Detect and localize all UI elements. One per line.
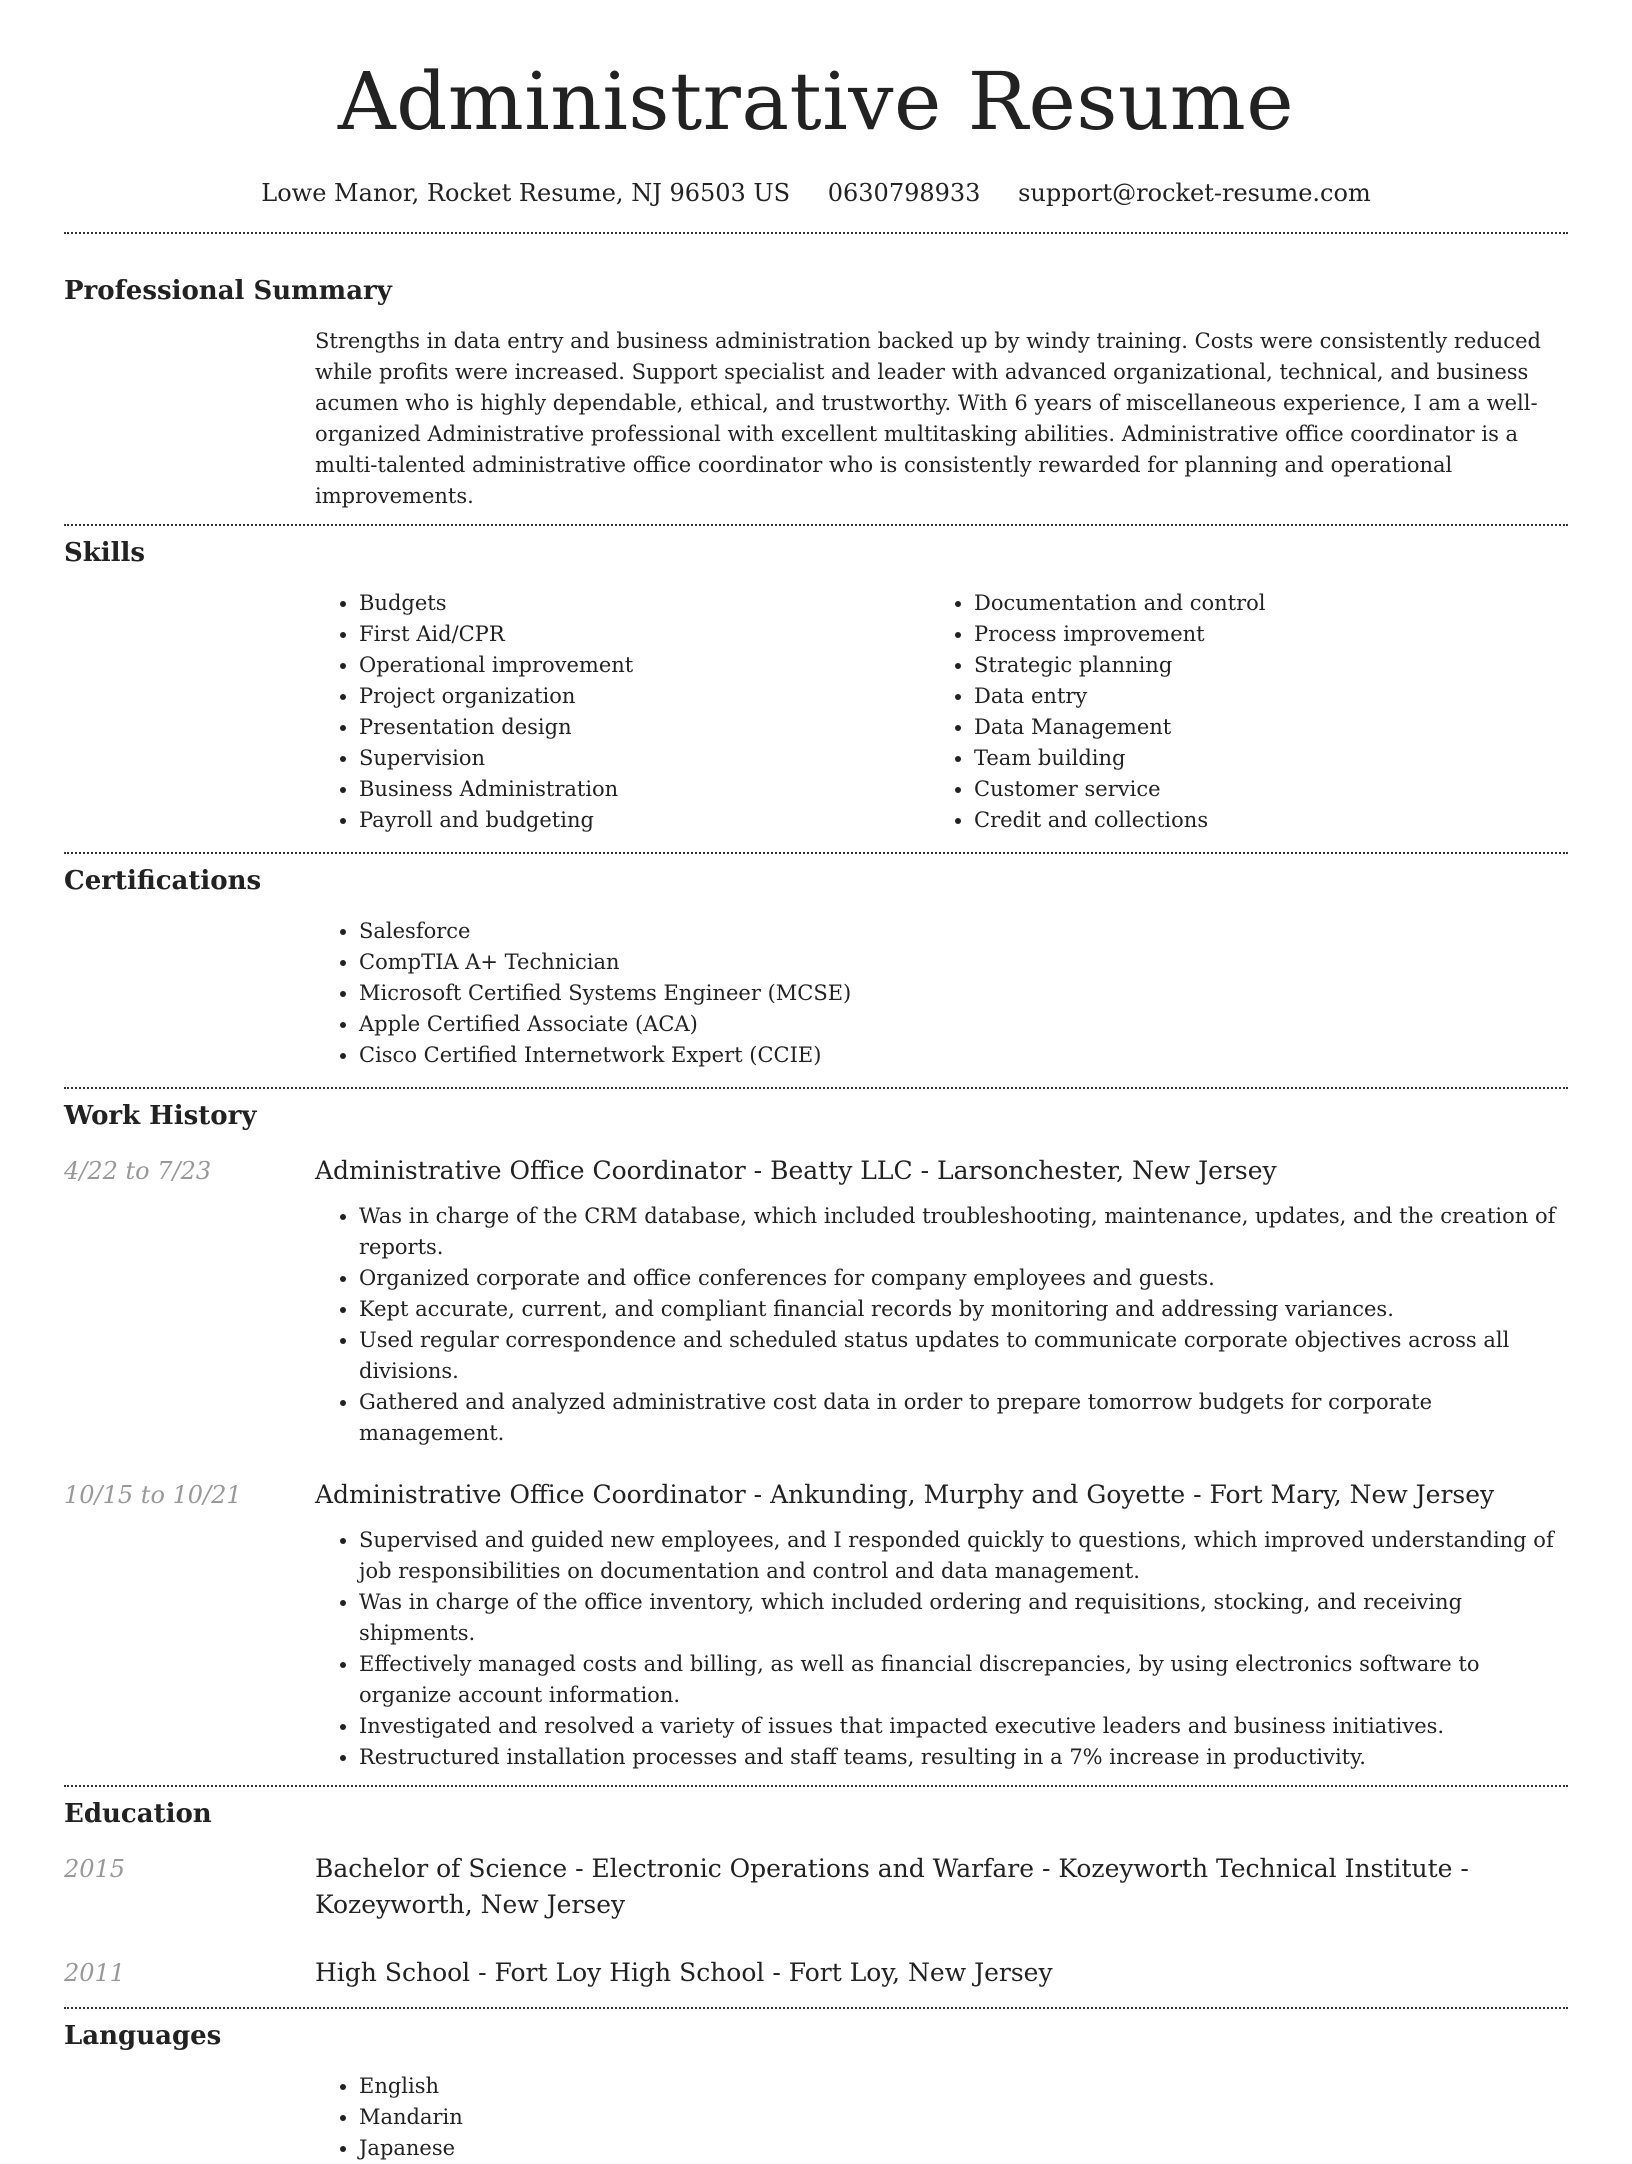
list-item: • Project organization — [359, 681, 930, 712]
list-item: • Used regular correspondence and scheduled status updates to communicate corporate objectives across all divisions. — [359, 1325, 1568, 1387]
list-item: • Kept accurate, current, and compliant financial records by monitoring and addressing variances. — [359, 1294, 1568, 1325]
list-item: • Documentation and control — [974, 588, 1545, 619]
list-item: • Presentation design — [359, 712, 930, 743]
work-heading: Work History — [64, 1101, 257, 1131]
list-item: • Budgets — [359, 588, 930, 619]
job-title: Administrative Office Coordinator - Ankunding, Murphy and Goyette - Fort Mary, New Jersey — [315, 1480, 1495, 1509]
contact-phone: 0630798933 — [827, 179, 981, 207]
languages-content — [315, 2071, 1568, 2164]
list-item: • Was in charge of the CRM database, which included troubleshooting, maintenance, updates, and the creation of reports. — [359, 1201, 1568, 1263]
list-item: • Strategic planning — [974, 650, 1545, 681]
skills-list-right — [930, 588, 1545, 836]
list-item: • Operational improvement — [359, 650, 930, 681]
job-entry — [64, 1477, 1568, 1773]
job-bullets — [315, 1201, 1568, 1449]
job-entry — [64, 1153, 1568, 1449]
skills-grid — [315, 588, 1568, 836]
job-bullets — [315, 1525, 1568, 1773]
list-item: • Business Administration — [359, 774, 930, 805]
education-year: 2011 — [64, 1959, 126, 1987]
job-header — [64, 1153, 1568, 1189]
list-item: • Payroll and budgeting — [359, 805, 930, 836]
list-item: • English — [359, 2071, 1568, 2102]
job-title: Administrative Office Coordinator - Beatty LLC - Larsonchester, New Jersey — [315, 1156, 1277, 1185]
list-item: • Team building — [974, 743, 1545, 774]
certifications-list — [315, 916, 1568, 1071]
certifications-section — [64, 854, 1568, 1071]
contact-address: Lowe Manor, Rocket Resume, NJ 96503 US — [261, 179, 791, 207]
list-item: • Investigated and resolved a variety of issues that impacted executive leaders and business initiatives. — [359, 1711, 1568, 1742]
summary-content — [315, 326, 1568, 512]
education-details: High School - Fort Loy High School - Fort Loy, New Jersey — [315, 1958, 1053, 1987]
list-item: • Apple Certified Associate (ACA) — [359, 1009, 1568, 1040]
summary-text: Strengths in data entry and business administration backed up by windy training. Costs were consistently reduced while profits were increased. Support specialist and leader with advanced organizational, technical, and business acumen who is highly dependable, ethical, and trustworthy. With 6 years of miscellaneous experience, I am a well-organized Administrative professional with excellent multitasking abilities. Administrative office coordinator is a multi-talented administrative office coordinator who is consistently rewarded for planning and operational improvements. — [315, 329, 1541, 508]
list-item: • Effectively managed costs and billing, as well as financial discrepancies, by using electronics software to organize account information. — [359, 1649, 1568, 1711]
list-item: • First Aid/CPR — [359, 619, 930, 650]
summary-section — [64, 234, 1568, 512]
list-item: • Data Management — [974, 712, 1545, 743]
list-item: • Supervised and guided new employees, and I responded quickly to questions, which improved understanding of job responsibilities on documentation and control and data management. — [359, 1525, 1568, 1587]
languages-section — [64, 2009, 1568, 2164]
summary-heading: Professional Summary — [64, 276, 392, 306]
list-item: • Cisco Certified Internetwork Expert (CCIE) — [359, 1040, 1568, 1071]
list-item: • Mandarin — [359, 2102, 1568, 2133]
job-duties — [315, 1201, 1568, 1449]
languages-heading: Languages — [64, 2021, 222, 2051]
skills-heading: Skills — [64, 538, 146, 568]
list-item: • Data entry — [974, 681, 1545, 712]
list-item: • Gathered and analyzed administrative cost data in order to prepare tomorrow budgets for corporate management. — [359, 1387, 1568, 1449]
job-dates: 4/22 to 7/23 — [64, 1157, 212, 1185]
languages-list — [315, 2071, 1568, 2164]
contact-line — [64, 178, 1568, 208]
skills-section — [64, 526, 1568, 836]
list-item: • Organized corporate and office conferences for company employees and guests. — [359, 1263, 1568, 1294]
list-item: • Microsoft Certified Systems Engineer (MCSE) — [359, 978, 1568, 1009]
education-year: 2015 — [64, 1855, 126, 1883]
work-section — [64, 1089, 1568, 1773]
education-entry — [64, 1955, 1568, 1991]
list-item: • Process improvement — [974, 619, 1545, 650]
resume-header — [64, 0, 1568, 208]
list-item: • Supervision — [359, 743, 930, 774]
resume-title: Administrative Resume — [337, 55, 1295, 148]
job-duties — [315, 1525, 1568, 1773]
education-section — [64, 1787, 1568, 1991]
list-item: • Credit and collections — [974, 805, 1545, 836]
list-item: • Japanese — [359, 2133, 1568, 2164]
job-dates: 10/15 to 10/21 — [64, 1481, 242, 1509]
list-item: • CompTIA A+ Technician — [359, 947, 1568, 978]
education-entry — [64, 1851, 1568, 1923]
skills-list-left — [315, 588, 930, 836]
contact-email: support@rocket-resume.com — [1018, 179, 1371, 207]
certifications-content — [315, 916, 1568, 1071]
list-item: • Salesforce — [359, 916, 1568, 947]
certifications-heading: Certifications — [64, 866, 262, 896]
job-header — [64, 1477, 1568, 1513]
education-details: Bachelor of Science - Electronic Operations and Warfare - Kozeyworth Technical Institute - Kozeyworth, New Jersey — [315, 1854, 1469, 1919]
list-item: • Customer service — [974, 774, 1545, 805]
list-item: • Restructured installation processes and staff teams, resulting in a 7% increase in productivity. — [359, 1742, 1568, 1773]
education-heading: Education — [64, 1799, 212, 1829]
list-item: • Was in charge of the office inventory, which included ordering and requisitions, stocking, and receiving shipments. — [359, 1587, 1568, 1649]
